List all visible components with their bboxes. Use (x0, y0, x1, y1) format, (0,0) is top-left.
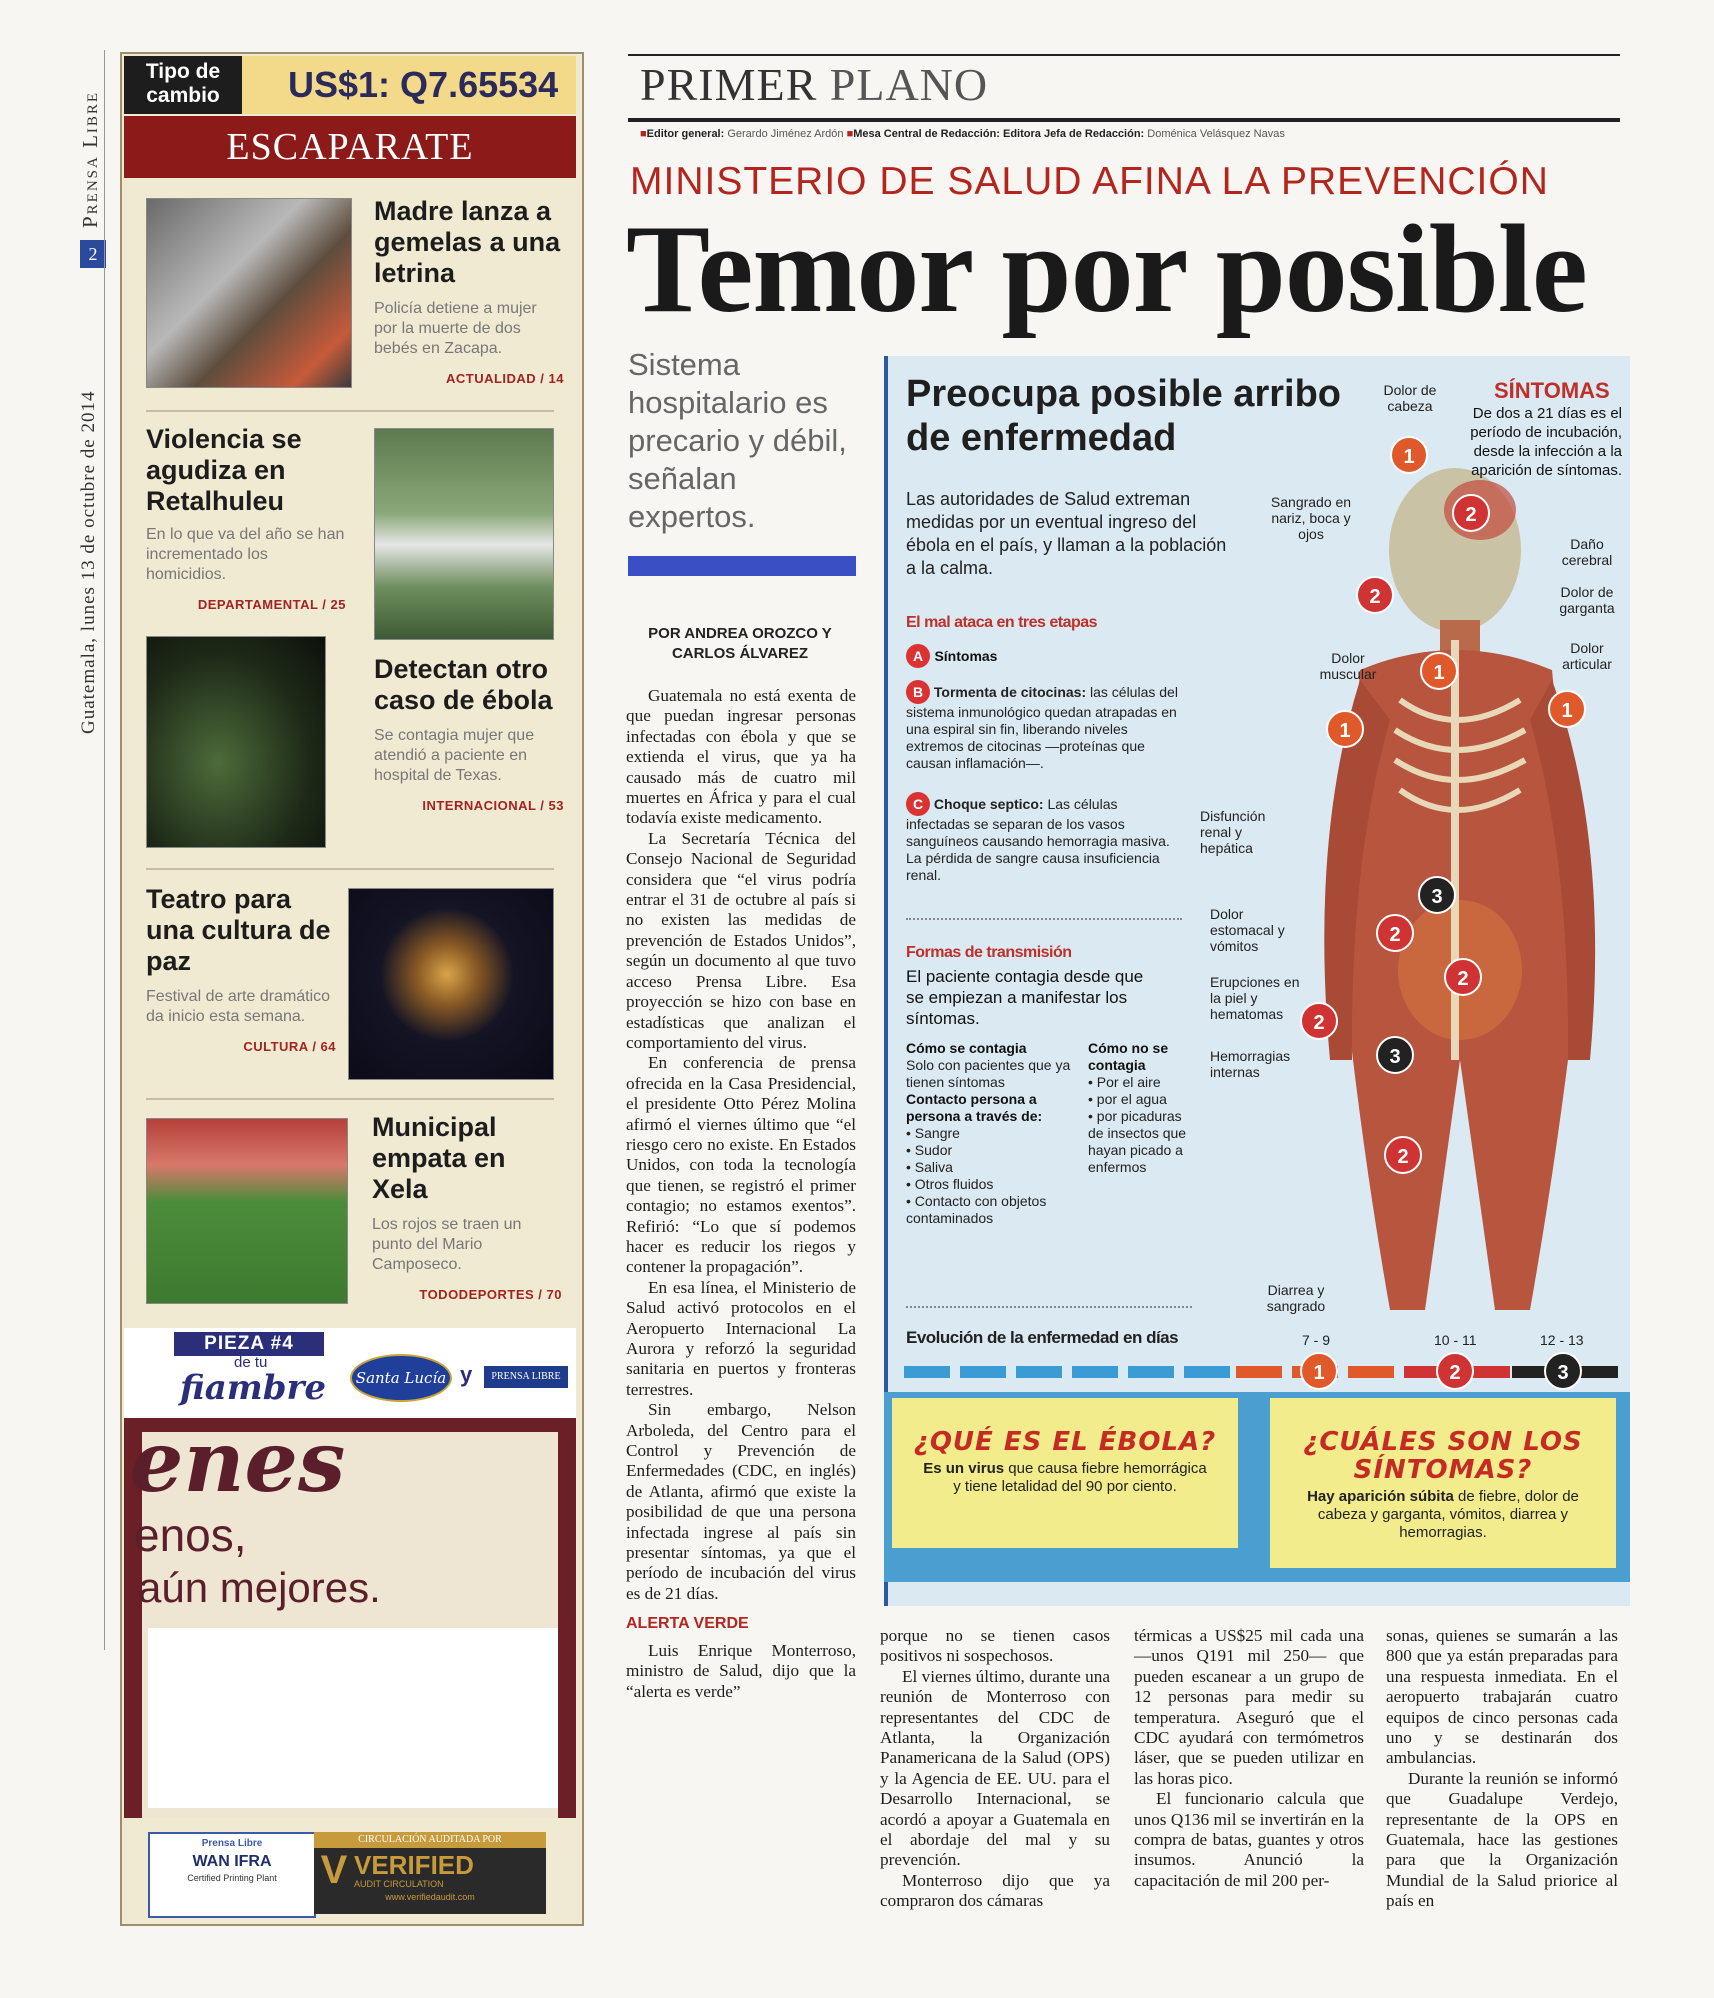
stages-title: El mal ataca en tres etapas (906, 614, 1098, 631)
stage-c-marker: C (906, 792, 930, 816)
story-photo-theater[interactable] (348, 888, 554, 1080)
story-5[interactable] (372, 1112, 562, 1302)
byline: POR ANDREA OROZCO Y CARLOS ÁLVAREZ (648, 625, 832, 662)
faq-body: Hay aparición súbita de fiebre, dolor de cabeza y garganta, vómitos, diarrea y hemorragias. (1307, 1488, 1579, 1541)
verified-url: www.verifiedaudit.com (385, 1892, 475, 1902)
ad-border-right (558, 1418, 576, 1818)
verified-check-icon: V (320, 1848, 348, 1892)
timeline-title: Evolución de la enfermedad en días (906, 1328, 1179, 1347)
contacto-item: • Sangre (906, 1125, 960, 1141)
infographic-title: Preocupa posible arribo de enfermedad (906, 373, 1341, 459)
ad-line2: aún mejores. (138, 1564, 381, 1611)
ad-line1: enos, (134, 1509, 247, 1561)
faq-note-ebola (892, 1398, 1238, 1548)
stage-a-label: Síntomas (934, 648, 998, 664)
contacto-item: • Otros fluidos (906, 1176, 994, 1192)
mesa-label: Mesa Central de Redacción: Editora Jefa de Redacción: (853, 128, 1145, 140)
timeline-tick: 10 - 11 (1434, 1332, 1477, 1348)
stage-c-head: Choque septico: (933, 796, 1044, 812)
audit-top: CIRCULACIÓN AUDITADA POR (314, 1832, 546, 1848)
prensa-libre-logo: PRENSA LIBRE (484, 1366, 568, 1388)
timeline-incubation (904, 1366, 1234, 1378)
label-erupciones: Erupciones en la piel y hematomas (1210, 974, 1300, 1022)
paragraph: En esa línea, el Ministerio de Salud activó protocolos en el Aeropuerto Internacional La Aurora y reforzó la seguridad sanitaria en puertos y fronteras terrestres. (626, 1277, 856, 1399)
story-summary: En lo que va del año se han incrementado los homicidios. (146, 526, 345, 583)
infographic-intro: Las autoridades de Salud extreman medidas por un eventual ingreso del ébola en el país, y llaman a la población a la calma. (906, 489, 1227, 578)
label-disfuncion-renal: Disfunción renal y hepática (1200, 808, 1266, 856)
editor-name: Gerardo Jiménez Ardón (727, 128, 844, 140)
marker-2: 2 (1444, 958, 1482, 996)
editor-credits: ■Editor general: Gerardo Jiménez Ardón ■Mesa Central de Redacción: Editora Jefa de Redacción: Doménica Velásquez Navas (640, 128, 1285, 140)
marker-1: 1 (1548, 690, 1586, 728)
label-dano-cerebral: Daño cerebral (1561, 536, 1613, 568)
nocomo-head: Cómo no se contagia (1088, 1040, 1169, 1073)
como-head: Cómo se contagia (906, 1040, 1027, 1056)
paragraph: El viernes último, durante una reunión de Monterroso con representantes del CDC de Atlanta, la Organización Panamericana de la Salud (OPS) y la Agencia de EE. UU. para el Desarrollo Internacional, se acordó a apoyar a Guatemala en el abordaje del mal y su prevención. (880, 1666, 1110, 1870)
sidebar-section-title: ESCAPARATE (124, 116, 576, 178)
story-section[interactable]: ACTUALIDAD / 14 (445, 371, 564, 386)
dateline: Guatemala, lunes 13 de octubre de 2014 (78, 390, 99, 734)
paragraph: La Secretaría Técnica del Consejo Nacional de Seguridad considera que “el virus podría entrar el 31 de octubre al país si no existen las medidas de prevención de Estados Unidos”, según un documento al que tuvo acceso Prensa Libre. Esa proyección se hizo con base en estadísticas que analizan el comportamiento del virus. (626, 828, 856, 1052)
paragraph: Monterroso dijo que ya compraron dos cámaras (880, 1870, 1110, 1911)
paper-name: Prensa Libre (78, 90, 102, 228)
ad-white-panel (148, 1628, 558, 1808)
nocomo-item: • Por el aire (1088, 1074, 1161, 1090)
section-rule (628, 118, 1620, 122)
subhead: ALERTA VERDE (626, 1615, 749, 1633)
stage-c (906, 792, 1182, 884)
headline: Temor por posible (626, 200, 1587, 339)
timeline-marker-3: 3 (1544, 1352, 1582, 1390)
story-title[interactable]: Municipal empata en Xela (372, 1112, 506, 1204)
story-photo-police[interactable] (146, 198, 352, 388)
page-number: 2 (80, 240, 106, 268)
story-1[interactable] (374, 196, 564, 386)
timeline-marker-1: 1 (1300, 1352, 1338, 1390)
paragraph: En conferencia de prensa ofrecida en la Casa Presidencial, el presidente Otto Pérez Molina afirmó el viernes último que “el riesgo cero no existe. En Estados Unidos, con toda la tecnología que tienen, se registró el primer contagio; no estamos exentos”. Refirió: “Lo que sí podemos hacer es reducir los riegos y contener la propagación”. (626, 1053, 856, 1277)
marker-1: 1 (1420, 652, 1458, 690)
marker-1: 1 (1326, 710, 1364, 748)
wan-ifra-badge (148, 1832, 316, 1918)
label-dolor-cabeza: Dolor de cabeza (1383, 382, 1437, 414)
deck-bar (628, 556, 856, 576)
section-word-2: PLANO (829, 59, 989, 110)
sintomas-text: De dos a 21 días es el período de incubación, desde la infección a la aparición de síntomas. (1470, 405, 1622, 479)
section-header (640, 58, 988, 111)
timeline-tick: 7 - 9 (1302, 1332, 1331, 1348)
faq-title: ¿CUÁLES SON LOS SÍNTOMAS? (1303, 1427, 1583, 1485)
article-column-3 (1134, 1626, 1364, 1891)
contacto-head: Contacto persona a persona a través de: (906, 1091, 1043, 1124)
wan-ifra-text: WAN IFRA (192, 1853, 272, 1870)
divider (146, 868, 554, 870)
story-3[interactable] (374, 654, 564, 813)
promo-line2: fiambre (180, 1368, 327, 1408)
masthead-divider (104, 50, 105, 1650)
como-no-se-contagia (1088, 1040, 1198, 1176)
story-photo-night[interactable] (146, 636, 326, 848)
timeline-divider (906, 1306, 1192, 1308)
story-section[interactable]: CULTURA / 64 (243, 1039, 336, 1054)
fiambre-promo[interactable] (124, 1328, 576, 1418)
transmission-title: Formas de transmisión (906, 944, 1072, 961)
marker-1: 1 (1390, 436, 1428, 474)
story-section[interactable]: TODODEPORTES / 70 (419, 1287, 562, 1302)
stage-b (906, 680, 1182, 772)
stage-a (906, 644, 1176, 668)
story-title[interactable]: Teatro para una cultura de paz (146, 884, 331, 976)
stage-a-marker: A (906, 644, 930, 668)
timeline-marker-2: 2 (1436, 1352, 1474, 1390)
promo-badge: PIEZA #4 (174, 1332, 324, 1356)
paragraph: porque no se tienen casos positivos ni sospechosos. (880, 1626, 1110, 1666)
fx-value: US$1: Q7.65534 (242, 56, 576, 114)
divider (146, 410, 554, 412)
como-se-contagia (906, 1040, 1082, 1227)
label-hemorragias: Hemorragias internas (1210, 1048, 1291, 1080)
mesa-name: Doménica Velásquez Navas (1147, 128, 1285, 140)
article-column-1 (626, 686, 856, 1702)
faq-body: Es un virus que causa fiebre hemorrágica y tiene letalidad del 90 por ciento. (923, 1460, 1207, 1495)
label-diarrea: Diarrea y sangrado (1266, 1282, 1326, 1314)
sintomas-title: SÍNTOMAS (1494, 378, 1610, 403)
article-column-2 (880, 1626, 1110, 1912)
nocomo-item: • por el agua (1088, 1091, 1167, 1107)
stage-b-text: las células del sistema inmunológico quedan atrapadas en una espiral sin fin, liberando niveles extremos de citocinas —proteínas que causan inflamación—. (906, 684, 1178, 771)
paragraph: El funcionario calcula que unos Q136 mil se invertirán en la compra de batas, guantes y otros insumos. Anunció la capacitación de mil 200 per- (1134, 1789, 1364, 1890)
stage-b-marker: B (906, 680, 930, 704)
contacto-item: • Contacto con objetos contaminados (906, 1193, 1047, 1226)
divider (146, 1098, 554, 1100)
advertisement[interactable] (124, 1412, 576, 1818)
story-title[interactable]: Madre lanza a gemelas a una letrina (374, 196, 561, 288)
paragraph: Sin embargo, Nelson Arboleda, del Centro para el Control y Prevención de Enfermedades (CDC, en inglés) de Atlanta, afirmó que existe la posibilidad de que una persona infectada ingrese al país sin presentar síntomas, ya que el período de incubación del virus es de 21 días. (626, 1400, 856, 1603)
kicker: MINISTERIO DE SALUD AFINA LA PREVENCIÓN (630, 160, 1549, 203)
verified-audit-badge (314, 1832, 546, 1914)
stage-c-text: Las células infectadas se separan de los vasos sanguíneos causando hemorragia masiva. La pérdida de sangre causa insuficiencia renal. (906, 796, 1170, 883)
faq-title: ¿QUÉ ES EL ÉBOLA? (913, 1427, 1217, 1457)
marker-3: 3 (1418, 876, 1456, 914)
story-section[interactable]: INTERNACIONAL / 53 (422, 798, 564, 813)
human-body-illustration (1290, 440, 1630, 1330)
verified-main: VERIFIED (354, 1850, 474, 1880)
nocomo-item: • por picaduras de insectos que hayan picado a enfermos (1088, 1108, 1187, 1175)
story-summary: Los rojos se traen un punto del Mario Camposeco. (372, 1216, 522, 1273)
label-dolor-garganta: Dolor de garganta (1559, 584, 1615, 616)
story-summary: Policía detiene a mujer por la muerte de dos bebés en Zacapa. (374, 300, 537, 357)
paragraph: Durante la reunión se informó que Guadalupe Verdejo, representante de la OPS en Guatemala, hace las gestiones para que la Organización Mundial de la Salud priorice al país en (1386, 1768, 1618, 1911)
paragraph: Luis Enrique Monterroso, ministro de Salud, dijo que la “alerta es verde” (626, 1640, 856, 1701)
story-4[interactable] (146, 884, 336, 1054)
story-summary: Festival de arte dramático da inicio esta semana. (146, 988, 331, 1025)
top-rule (628, 54, 1620, 56)
marker-3: 3 (1376, 1036, 1414, 1074)
fx-label: Tipo de cambio (124, 56, 242, 114)
marker-2: 2 (1376, 914, 1414, 952)
marker-2: 2 (1452, 494, 1490, 532)
label-sangrado: Sangrado en nariz, boca y ojos (1270, 494, 1352, 542)
contacto-item: • Saliva (906, 1159, 953, 1175)
section-word-1: PRIMER (640, 59, 818, 110)
santa-lucia-logo: Santa Lucía (350, 1354, 452, 1402)
logo-title: Prensa Libre (201, 1838, 263, 1849)
paragraph: térmicas a US$25 mil cada una —unos Q191 mil 250— que pueden escanear a un grupo de 12 personas para medir su temperatura. Aseguró que el CDC ayudará con termómetros láser, que se pueden utilizar en las horas pico. (1134, 1626, 1364, 1788)
paragraph: Guatemala no está exenta de que puedan ingresar personas infectadas con ébola y que se extienda el virus, que ya ha causado más de cuatro mil muertes en África y para el cual todavía existe medicamento. (626, 686, 856, 828)
stages-divider (906, 918, 1182, 920)
promo-line1: de tu (234, 1354, 268, 1371)
promo-joiner: y (460, 1362, 473, 1387)
label-dolor-estomacal: Dolor estomacal y vómitos (1210, 906, 1285, 954)
story-summary: Se contagia mujer que atendió a paciente en hospital de Texas. (374, 727, 535, 784)
story-title[interactable]: Detectan otro caso de ébola (374, 654, 553, 715)
story-section[interactable]: DEPARTAMENTAL / 25 (197, 597, 346, 612)
label-dolor-muscular: Dolor muscular (1319, 650, 1377, 682)
timeline-tick: 12 - 13 (1540, 1332, 1584, 1348)
story-photo-hazmat[interactable] (374, 428, 554, 640)
article-column-4 (1386, 1626, 1618, 1912)
como-text: Solo con pacientes que ya tienen síntomas (906, 1057, 1071, 1090)
story-title[interactable]: Violencia se agudiza en Retalhuleu (146, 424, 302, 516)
label-dolor-articular: Dolor articular (1562, 640, 1612, 672)
ad-big-text: enes (130, 1412, 346, 1511)
logo-sub: Certified Printing Plant (187, 1873, 277, 1883)
deck: Sistema hospitalario es precario y débil, señalan expertos. (628, 347, 847, 534)
marker-2: 2 (1300, 1002, 1338, 1040)
contacto-item: • Sudor (906, 1142, 953, 1158)
story-2[interactable] (146, 424, 346, 612)
marker-2: 2 (1356, 576, 1394, 614)
verified-sub: AUDIT CIRCULATION (354, 1879, 444, 1889)
faq-note-sintomas (1270, 1398, 1616, 1568)
paragraph: sonas, quienes se sumarán a las 800 que ya están preparadas para una respuesta inmediata. En el aeropuerto trabajarán cuatro equipos de cinco personas cada uno y se destinarán dos ambulancias. (1386, 1626, 1618, 1768)
story-photo-football[interactable] (146, 1118, 348, 1304)
transmission-text: El paciente contagia desde que se empiezan a manifestar los síntomas. (906, 967, 1144, 1028)
marker-2: 2 (1384, 1136, 1422, 1174)
stage-b-head: Tormenta de citocinas: (933, 684, 1087, 700)
editor-label: Editor general: (646, 128, 725, 140)
